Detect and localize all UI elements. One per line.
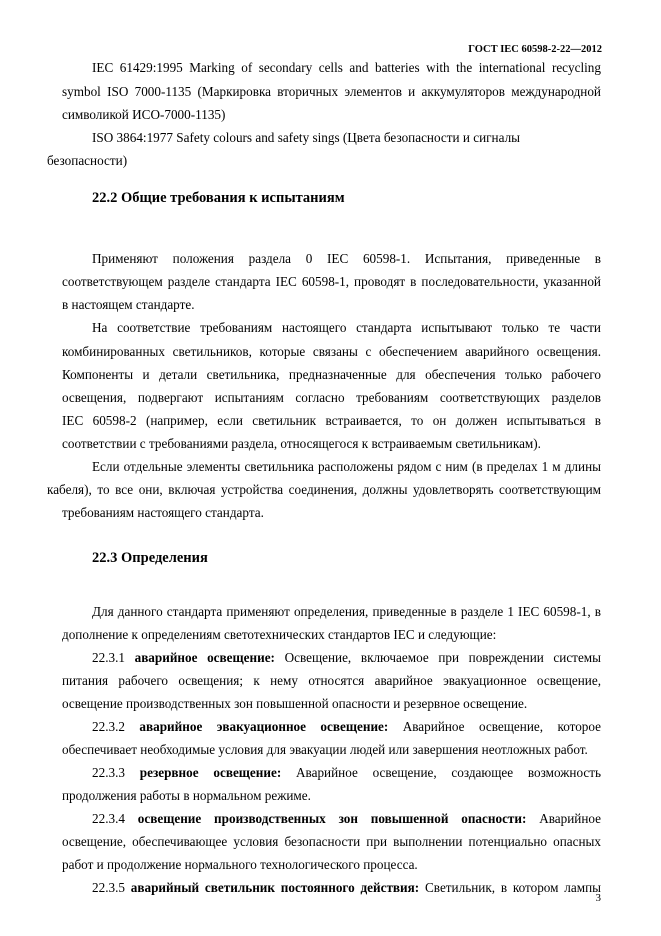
paragraph-line: Для данного стандарта применяют определения, приведенные в разделе 1 IEC 60598-1, в	[92, 604, 601, 619]
definition-22-3-5-line-1	[92, 880, 601, 896]
paragraph-line: соответствующем разделе стандарта IEC 60598-1, проводят в последовательности, указанной	[62, 274, 601, 289]
paragraph-line: Компоненты и детали светильника, предназначенные для обеспечения только рабочего	[62, 367, 601, 382]
definition-term: аварийный светильник постоянного действия:	[130, 880, 420, 895]
paragraph-line: комбинированных светильников, которые связаны с обеспечением аварийного освещения.	[62, 344, 601, 359]
paragraph-line: освещения, подвергают испытаниям согласно требованиям соответствующих разделов	[62, 390, 601, 405]
definition-term: аварийное освещение:	[134, 650, 275, 665]
definition-number: 22.3.4	[92, 811, 125, 826]
definition-22-3-3-line-1	[92, 765, 601, 781]
definition-line: продолжения работы в нормальном режиме.	[62, 788, 311, 803]
definition-number: 22.3.2	[92, 719, 125, 734]
definition-number: 22.3.5	[92, 880, 125, 895]
definition-text: Аварийное освещение, которое	[402, 719, 601, 734]
definition-22-3-2-line-1	[92, 719, 601, 735]
definition-line: освещение производственных зон повышенной опасности и резервное освещение.	[62, 696, 528, 711]
definition-line: освещение, обеспечивающее условия безопасности при выполнении потенциально опасных	[62, 834, 601, 849]
ref-1-line-3: символикой ИСО-7000-1135)	[62, 107, 226, 122]
ref-2-line-2: безопасности)	[47, 153, 128, 168]
definition-22-3-1-line-1	[92, 650, 601, 666]
ref-1-line-1: IEC 61429:1995 Marking of secondary cells and batteries with the international recycling	[92, 60, 601, 75]
definition-term: аварийное эвакуационное освещение:	[139, 719, 389, 734]
paragraph-line: IEC 60598-2 (например, если светильник встраивается, то он должен испытываться в	[62, 413, 601, 428]
definition-number: 22.3.1	[92, 650, 125, 665]
paragraph-line: кабеля), то все они, включая устройства соединения, должны удовлетворять соответствующим	[47, 482, 601, 497]
definition-term: резервное освещение:	[139, 765, 282, 780]
paragraph-line: соответствии с требованиями раздела, относящегося к встраиваемым светильникам).	[62, 436, 541, 451]
paragraph-line: Если отдельные элементы светильника расположены рядом с ним (в пределах 1 м длины	[92, 459, 601, 474]
paragraph-line: требованиям настоящего стандарта.	[62, 505, 264, 520]
document-header: ГОСТ IEC 60598-2-22—2012	[468, 44, 602, 55]
definition-number: 22.3.3	[92, 765, 125, 780]
definition-22-3-4-line-1	[92, 811, 601, 827]
paragraph-line: дополнение к определениям светотехнических стандартов IEC и следующие:	[62, 627, 497, 642]
definition-text: Аварийное	[539, 811, 602, 826]
definition-text: Аварийное освещение, создающее возможность	[296, 765, 601, 780]
page-number: 3	[595, 892, 601, 904]
definition-text: Освещение, включаемое при повреждении системы	[284, 650, 602, 665]
definition-text: Светильник, в котором лампы	[425, 880, 602, 895]
definition-line: обеспечивает необходимые условия для эвакуации людей или завершения неотложных работ.	[62, 742, 588, 757]
paragraph-line: На соответствие требованиям настоящего стандарта испытывают только те части	[92, 320, 601, 335]
section-heading-22-3: 22.3 Определения	[92, 550, 208, 566]
ref-2-line-1: ISO 3864:1977 Safety colours and safety sings (Цвета безопасности и сигналы	[92, 130, 521, 145]
definition-line: работ и продолжение нормального технологического процесса.	[62, 857, 418, 872]
paragraph-line: в настоящем стандарте.	[62, 297, 195, 312]
definition-line: питания рабочего освещения; к нему относятся аварийное эвакуационное освещение,	[62, 673, 601, 688]
ref-1-line-2: symbol ISO 7000-1135 (Маркировка вторичных элементов и аккумуляторов международной	[62, 84, 601, 99]
section-heading-22-2: 22.2 Общие требования к испытаниям	[92, 190, 345, 206]
paragraph-line: Применяют положения раздела 0 IEC 60598-1. Испытания, приведенные в	[92, 251, 601, 266]
definition-term: освещение производственных зон повышенной опасности:	[137, 811, 527, 826]
